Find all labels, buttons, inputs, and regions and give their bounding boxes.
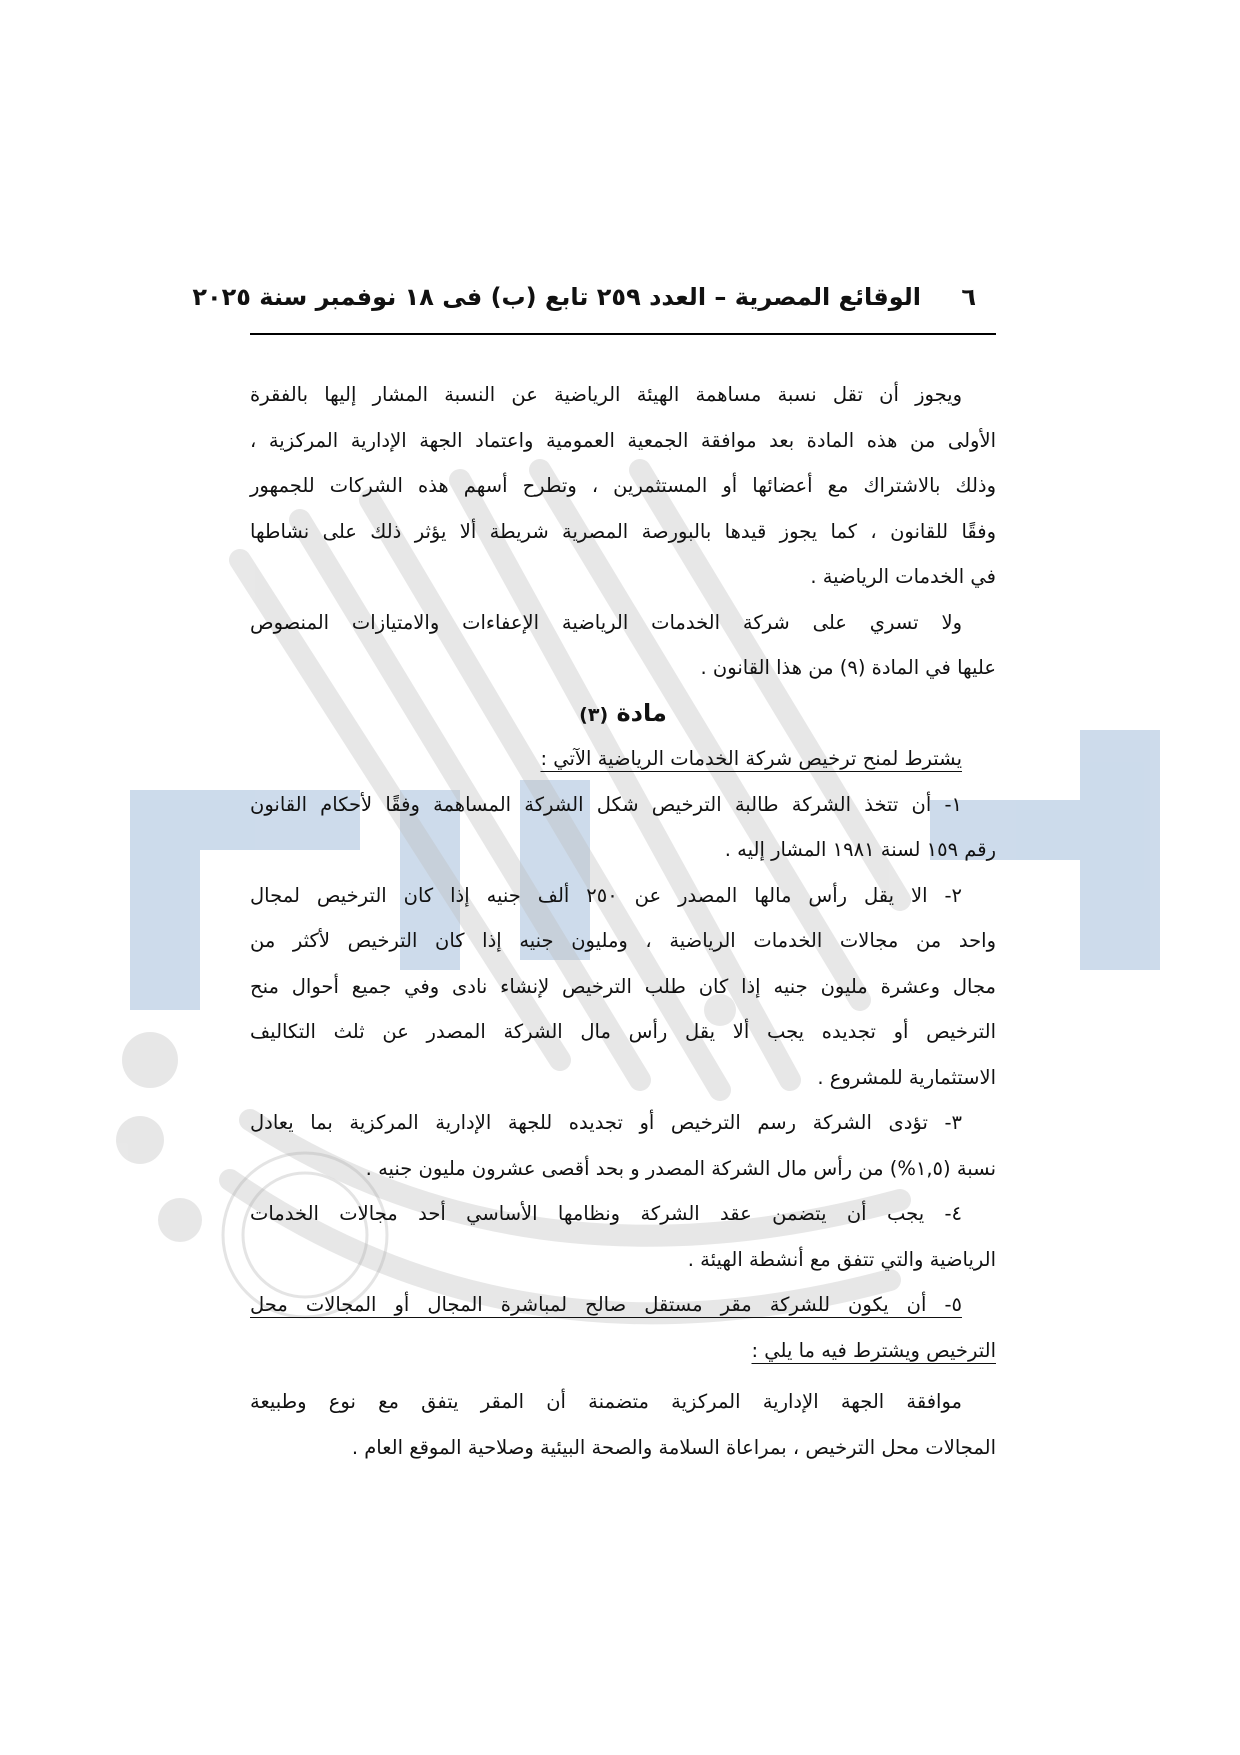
- list-item-line: مجال وعشرة مليون جنيه إذا كان طلب الترخيص لإنشاء نادى وفي جميع أحوال منح: [250, 974, 996, 998]
- article-intro-text: يشترط لمنح ترخيص شركة الخدمات الرياضية الآتي :: [540, 747, 962, 770]
- closing-line: المجالات محل الترخيص ، بمراعاة السلامة والصحة البيئية وصلاحية الموقع العام .: [351, 1435, 996, 1459]
- gazette-title: الوقائع المصرية – العدد ٢٥٩ تابع (ب) فى ١٨ نوفمبر سنة ٢٠٢٥: [192, 283, 921, 311]
- list-item-line: ٣- تؤدى الشركة رسم الترخيص أو تجديده للجهة الإدارية المركزية بما يعادل: [250, 1111, 962, 1134]
- paragraph-line: وذلك بالاشتراك مع أعضائها أو المستثمرين ، وتطرح أسهم هذه الشركات للجمهور: [250, 474, 996, 497]
- list-item-line: ٤- يجب أن يتضمن عقد الشركة ونظامها الأساسي أحد مجالات الخدمات: [250, 1202, 962, 1225]
- article-heading: [250, 691, 996, 737]
- article-label: مادة: [616, 698, 667, 727]
- closing-line: موافقة الجهة الإدارية المركزية متضمنة أن المقر يتفق مع نوع وطبيعة: [250, 1390, 962, 1413]
- paragraph-line: وفقًا للقانون ، كما يجوز قيدها بالبورصة المصرية شريطة ألا يؤثر ذلك على نشاطها: [250, 519, 996, 543]
- paragraph-line: في الخدمات الرياضية .: [810, 565, 996, 588]
- paragraph-line: ولا تسري على شركة الخدمات الرياضية الإعفاءات والامتيازات المنصوص: [250, 610, 962, 634]
- document-body: [250, 372, 996, 1470]
- list-item-line: الاستثمارية للمشروع .: [817, 1065, 996, 1089]
- page-number: ٦: [961, 283, 976, 311]
- header-divider: [250, 333, 996, 335]
- paragraph-line: عليها في المادة (٩) من هذا القانون .: [700, 656, 996, 679]
- list-item-line: [250, 1282, 996, 1328]
- list-item-line: رقم ١٥٩ لسنة ١٩٨١ المشار إليه .: [724, 838, 996, 861]
- list-item-line: ٢- الا يقل رأس مالها المصدر عن ٢٥٠ ألف جنيه إذا كان الترخيص لمجال: [250, 883, 962, 907]
- page-header: [192, 283, 996, 317]
- list-item-line: [250, 1328, 996, 1374]
- list-item-line: نسبة (١,٥%) من رأس مال الشركة المصدر و بحد أقصى عشرون مليون جنيه .: [365, 1156, 996, 1180]
- paragraph-line: ويجوز أن تقل نسبة مساهمة الهيئة الرياضية عن النسبة المشار إليها بالفقرة: [250, 383, 962, 406]
- list-item-line: الرياضية والتي تتفق مع أنشطة الهيئة .: [687, 1247, 996, 1271]
- list-item-line: الترخيص أو تجديده يجب ألا يقل رأس مال الشركة المصدر عن ثلث التكاليف: [250, 1020, 996, 1043]
- list-item-underlined: ٥- أن يكون للشركة مقر مستقل صالح لمباشرة المجال أو المجالات محل: [250, 1293, 962, 1316]
- document-page: [192, 0, 996, 1755]
- article-intro: [250, 736, 996, 782]
- paragraph-line: الأولى من هذه المادة بعد موافقة الجمعية العمومية واعتماد الجهة الإدارية المركزية ،: [250, 428, 996, 452]
- list-item-underlined: الترخيص ويشترط فيه ما يلي :: [751, 1338, 996, 1362]
- list-item-line: واحد من مجالات الخدمات الرياضية ، ومليون جنيه إذا كان الترخيص لأكثر من: [250, 929, 996, 952]
- article-number: (٣): [579, 703, 609, 726]
- list-item-line: ١- أن تتخذ الشركة طالبة الترخيص شكل الشركة المساهمة وفقًا لأحكام القانون: [250, 792, 962, 816]
